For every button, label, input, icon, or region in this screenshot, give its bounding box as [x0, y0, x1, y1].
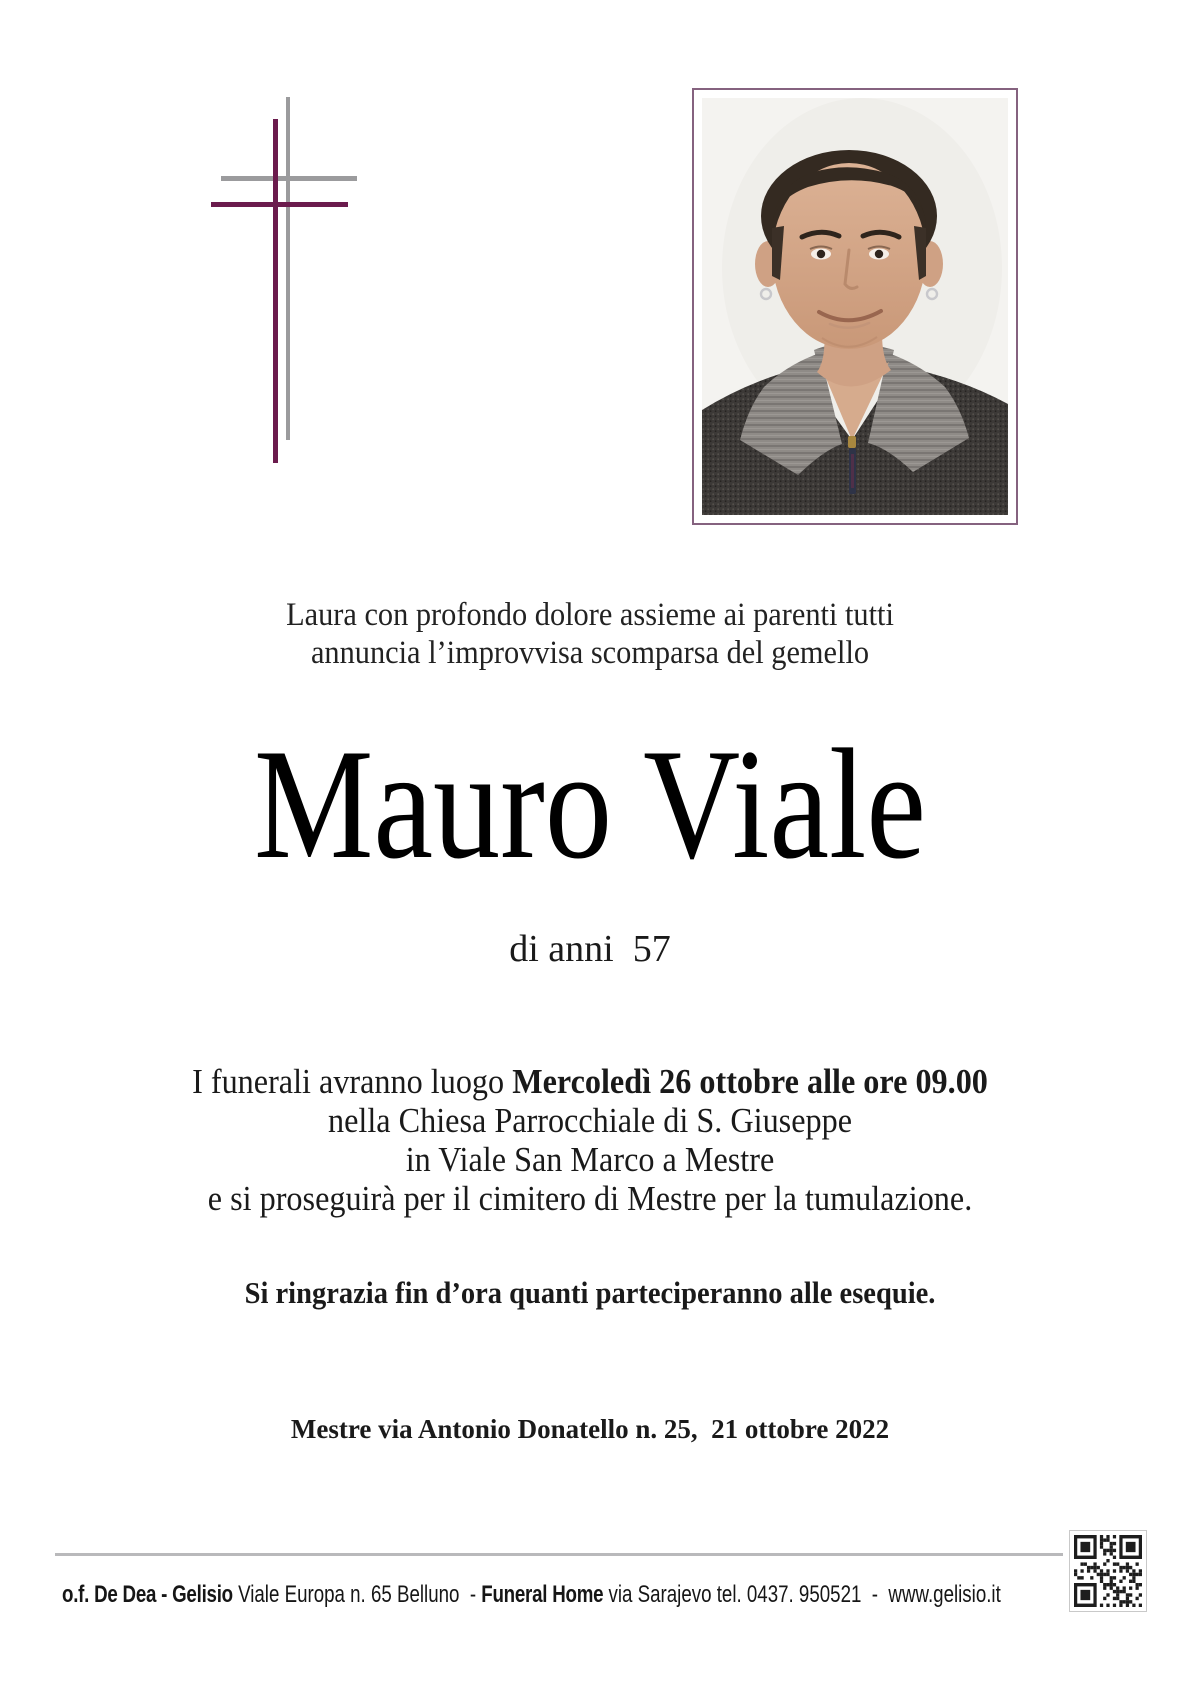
footer-contacts: via Sarajevo tel. 0437. 950521 - www.gelisio.it: [603, 1581, 1001, 1608]
cross-gray-horizontal-bar: [221, 176, 357, 181]
funeral-line-1-normal: I funerali avranno luogo: [192, 1062, 513, 1101]
announcement-line-2: annuncia l’improvvisa scomparsa del gemello: [310, 635, 870, 671]
place-date-line: Mestre via Antonio Donatello n. 25, 21 ottobre 2022: [290, 1414, 890, 1444]
announcement-text: [47, 596, 1133, 672]
footer-funeral-home: Funeral Home: [481, 1581, 604, 1608]
funeral-line-2: nella Chiesa Parrocchiale di S. Giuseppe: [328, 1101, 852, 1140]
portrait-photo-frame: [692, 88, 1018, 525]
cross-gray-vertical-bar: [286, 97, 290, 440]
funeral-line-1: [47, 1062, 1133, 1101]
funeral-line-4: e si proseguirà per il cimitero di Mestre per la tumulazione.: [207, 1179, 973, 1218]
footer-address-belluno: Viale Europa n. 65 Belluno -: [232, 1581, 482, 1608]
announcement-line-1: Laura con profondo dolore assieme ai parenti tutti: [286, 597, 894, 633]
portrait-photo: [702, 98, 1008, 515]
footer-text: [62, 1581, 1001, 1609]
funeral-details: [47, 1062, 1133, 1218]
age-line: di anni 57: [509, 928, 671, 970]
deceased-name: Mauro Viale: [254, 717, 926, 892]
qr-code: [1069, 1530, 1147, 1612]
footer-brand: o.f. De Dea - Gelisio: [62, 1581, 233, 1608]
funeral-line-3: in Viale San Marco a Mestre: [405, 1140, 775, 1179]
cross-maroon-vertical-bar: [273, 119, 278, 463]
thanks-line: Si ringrazia fin d’ora quanti parteciperanno alle esequie.: [244, 1275, 936, 1310]
funeral-line-1-bold: Mercoledì 26 ottobre alle ore 09.00: [512, 1062, 988, 1101]
cross-maroon-horizontal-bar: [211, 202, 348, 207]
footer-divider: [55, 1553, 1063, 1556]
